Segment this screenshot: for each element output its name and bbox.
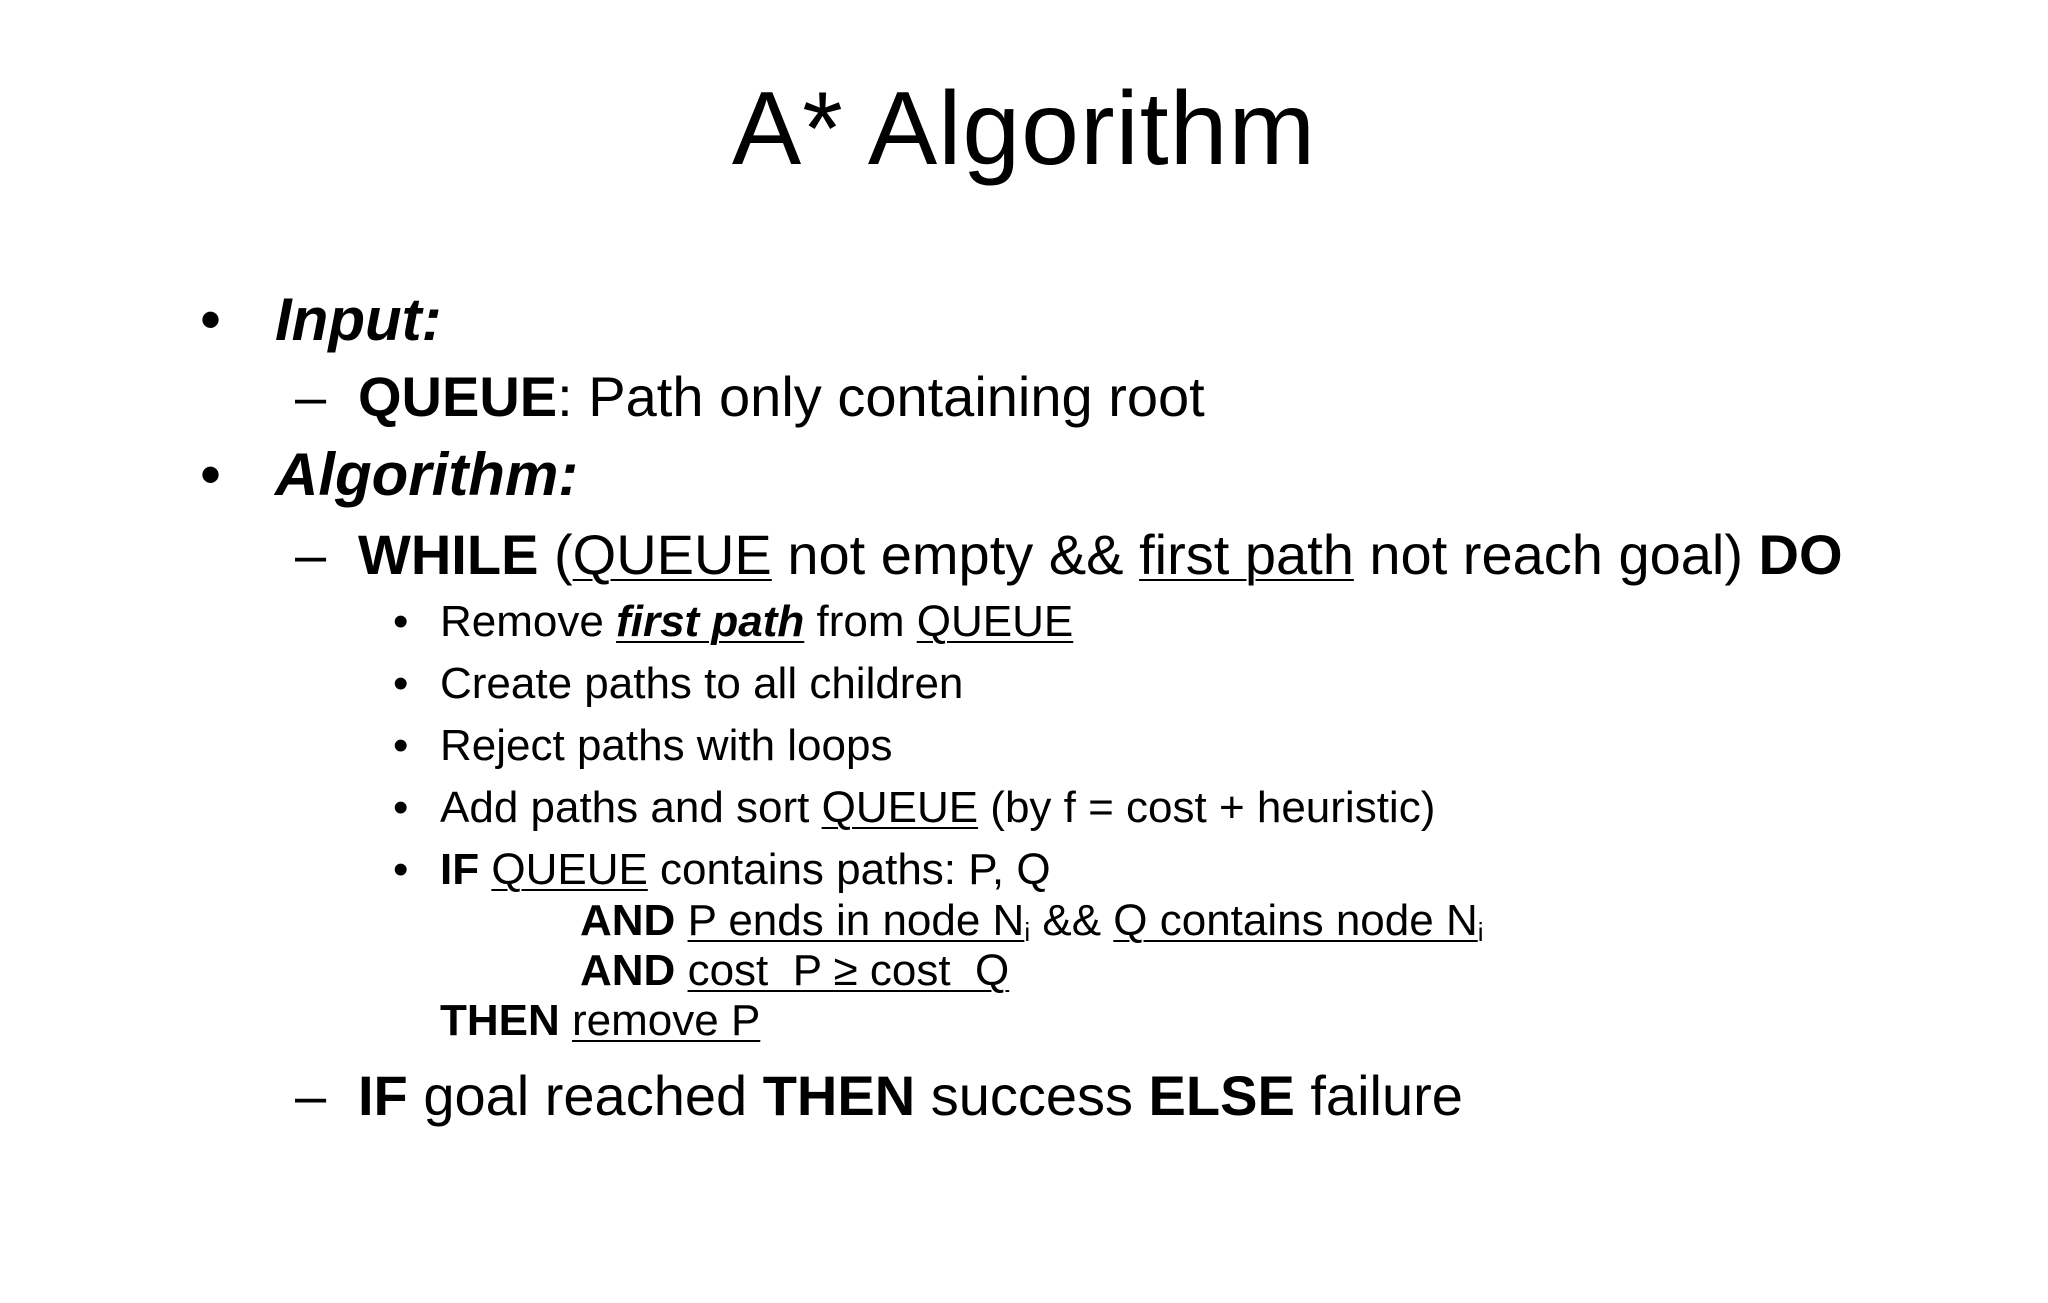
bullet-step-if: • [393, 845, 409, 894]
input-heading: Input: [275, 286, 442, 353]
step-create: Create paths to all children [440, 659, 964, 708]
step-remove: Remove first path from QUEUE [440, 597, 1074, 646]
bullet-step-remove: • [393, 597, 409, 646]
step-add: Add paths and sort QUEUE (by f = cost + heuristic) [440, 783, 1436, 832]
step-if-line: IF QUEUE contains paths: P, Q [440, 845, 1051, 894]
queue-keyword: QUEUE [358, 365, 558, 428]
bullet-step-add: • [393, 783, 409, 832]
page-title: A* Algorithm [731, 71, 1317, 187]
while-line: WHILE (QUEUE not empty && first path not reach goal) DO [358, 523, 1843, 586]
final-line: IF goal reached THEN success ELSE failure [358, 1064, 1463, 1127]
bullet-step-reject: • [393, 721, 409, 770]
step-if-then: THEN remove P [440, 996, 761, 1045]
step-reject: Reject paths with loops [440, 721, 893, 770]
dash-while: – [295, 523, 327, 586]
step-if-and-1: AND P ends in node $N_i$ && Q contains node $N_i$ [580, 896, 1484, 947]
bullet-algorithm: • [200, 441, 222, 508]
input-queue-line: QUEUE: Path only containing root [358, 365, 1205, 428]
bullet-step-create: • [393, 659, 409, 708]
dash-final: – [295, 1064, 327, 1127]
dash-queue: – [295, 365, 327, 428]
algorithm-heading: Algorithm: [275, 441, 579, 508]
step-if-and-2: AND cost P ≥ cost Q [580, 946, 1010, 995]
bullet-input: • [200, 286, 222, 353]
